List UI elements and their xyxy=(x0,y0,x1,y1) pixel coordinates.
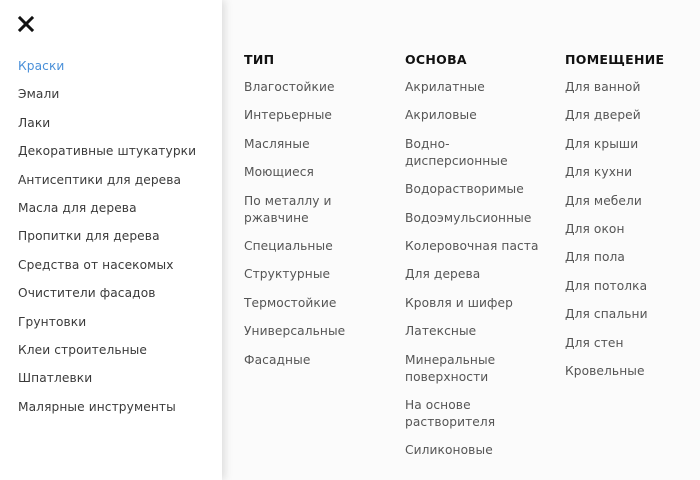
filter-link-base[interactable]: Силиконовые xyxy=(405,443,493,458)
column-type-title: ТИП xyxy=(244,52,275,67)
filter-link-base[interactable]: Колеровочная паста xyxy=(405,238,539,253)
filter-link-type[interactable]: Универсальные xyxy=(244,324,346,339)
filter-link-base[interactable]: Водорастворимые xyxy=(405,182,524,197)
filter-link-type[interactable]: Интерьерные xyxy=(244,108,333,123)
column-room-title: ПОМЕЩЕНИЕ xyxy=(565,52,665,67)
filter-link-room[interactable]: Для мебели xyxy=(565,193,642,208)
filter-link-room[interactable]: Для спальни xyxy=(565,307,648,322)
sidebar-item[interactable]: Клеи строительные xyxy=(18,342,148,357)
sidebar-item[interactable]: Пропитки для дерева xyxy=(18,229,160,244)
filter-link-base[interactable]: Для дерева xyxy=(405,267,481,282)
sidebar-item[interactable]: Средства от насекомых xyxy=(18,257,174,272)
column-type-list xyxy=(244,79,384,369)
filter-link-type[interactable]: Фасадные xyxy=(244,352,311,367)
filter-link-room[interactable]: Для потолка xyxy=(565,278,648,293)
filter-link-room[interactable]: Для дверей xyxy=(565,108,641,123)
filter-link-base[interactable]: Акриловые xyxy=(405,108,477,123)
sidebar-item[interactable]: Малярные инструменты xyxy=(18,399,176,414)
sidebar-item[interactable]: Грунтовки xyxy=(18,314,87,329)
filter-link-type[interactable]: Влагостойкие xyxy=(244,80,335,94)
close-icon xyxy=(17,15,35,33)
filter-panel xyxy=(222,0,700,480)
filter-link-type[interactable]: По металлу и ржавчине xyxy=(244,193,332,225)
filter-link-base[interactable]: Минеральные поверхности xyxy=(405,352,496,384)
filter-link-base[interactable]: Водно-дисперсионные xyxy=(405,136,508,168)
close-button[interactable] xyxy=(17,15,35,33)
sidebar-item[interactable]: Очистители фасадов xyxy=(18,286,156,301)
sidebar-item[interactable]: Эмали xyxy=(18,87,60,102)
filter-link-type[interactable]: Структурные xyxy=(244,267,331,282)
sidebar-item[interactable]: Антисептики для дерева xyxy=(18,172,182,187)
column-base-title: ОСНОВА xyxy=(405,52,467,67)
category-list xyxy=(18,56,196,425)
filter-link-base[interactable]: Водоэмульсионные xyxy=(405,210,532,225)
column-type xyxy=(244,51,384,380)
sidebar-item[interactable]: Краски xyxy=(18,59,65,73)
filter-link-room[interactable]: Для стен xyxy=(565,335,624,350)
filter-link-room[interactable]: Для окон xyxy=(565,221,625,236)
category-sidebar xyxy=(0,0,222,480)
column-room xyxy=(565,51,695,391)
filter-link-base[interactable]: На основе растворителя xyxy=(405,397,496,429)
filter-link-base[interactable]: Латексные xyxy=(405,324,477,339)
filter-link-room[interactable]: Для ванной xyxy=(565,80,641,94)
filter-link-room[interactable]: Для крыши xyxy=(565,136,639,151)
sidebar-item[interactable]: Масла для дерева xyxy=(18,200,137,215)
filter-link-type[interactable]: Термостойкие xyxy=(244,295,337,310)
filter-link-type[interactable]: Специальные xyxy=(244,238,333,253)
column-room-list xyxy=(565,79,695,380)
filter-link-base[interactable]: Акрилатные xyxy=(405,80,485,94)
sidebar-item[interactable]: Лаки xyxy=(18,115,51,130)
column-base-list xyxy=(405,79,545,459)
filter-link-base[interactable]: Кровля и шифер xyxy=(405,295,513,310)
filter-link-type[interactable]: Моющиеся xyxy=(244,165,314,180)
sidebar-item[interactable]: Декоративные штукатурки xyxy=(18,144,197,159)
filter-link-room[interactable]: Для пола xyxy=(565,250,625,265)
filter-link-room[interactable]: Для кухни xyxy=(565,165,633,180)
sidebar-item[interactable]: Шпатлевки xyxy=(18,371,93,386)
column-base xyxy=(405,51,545,471)
filter-link-type[interactable]: Масляные xyxy=(244,136,310,151)
filter-link-room[interactable]: Кровельные xyxy=(565,363,645,378)
